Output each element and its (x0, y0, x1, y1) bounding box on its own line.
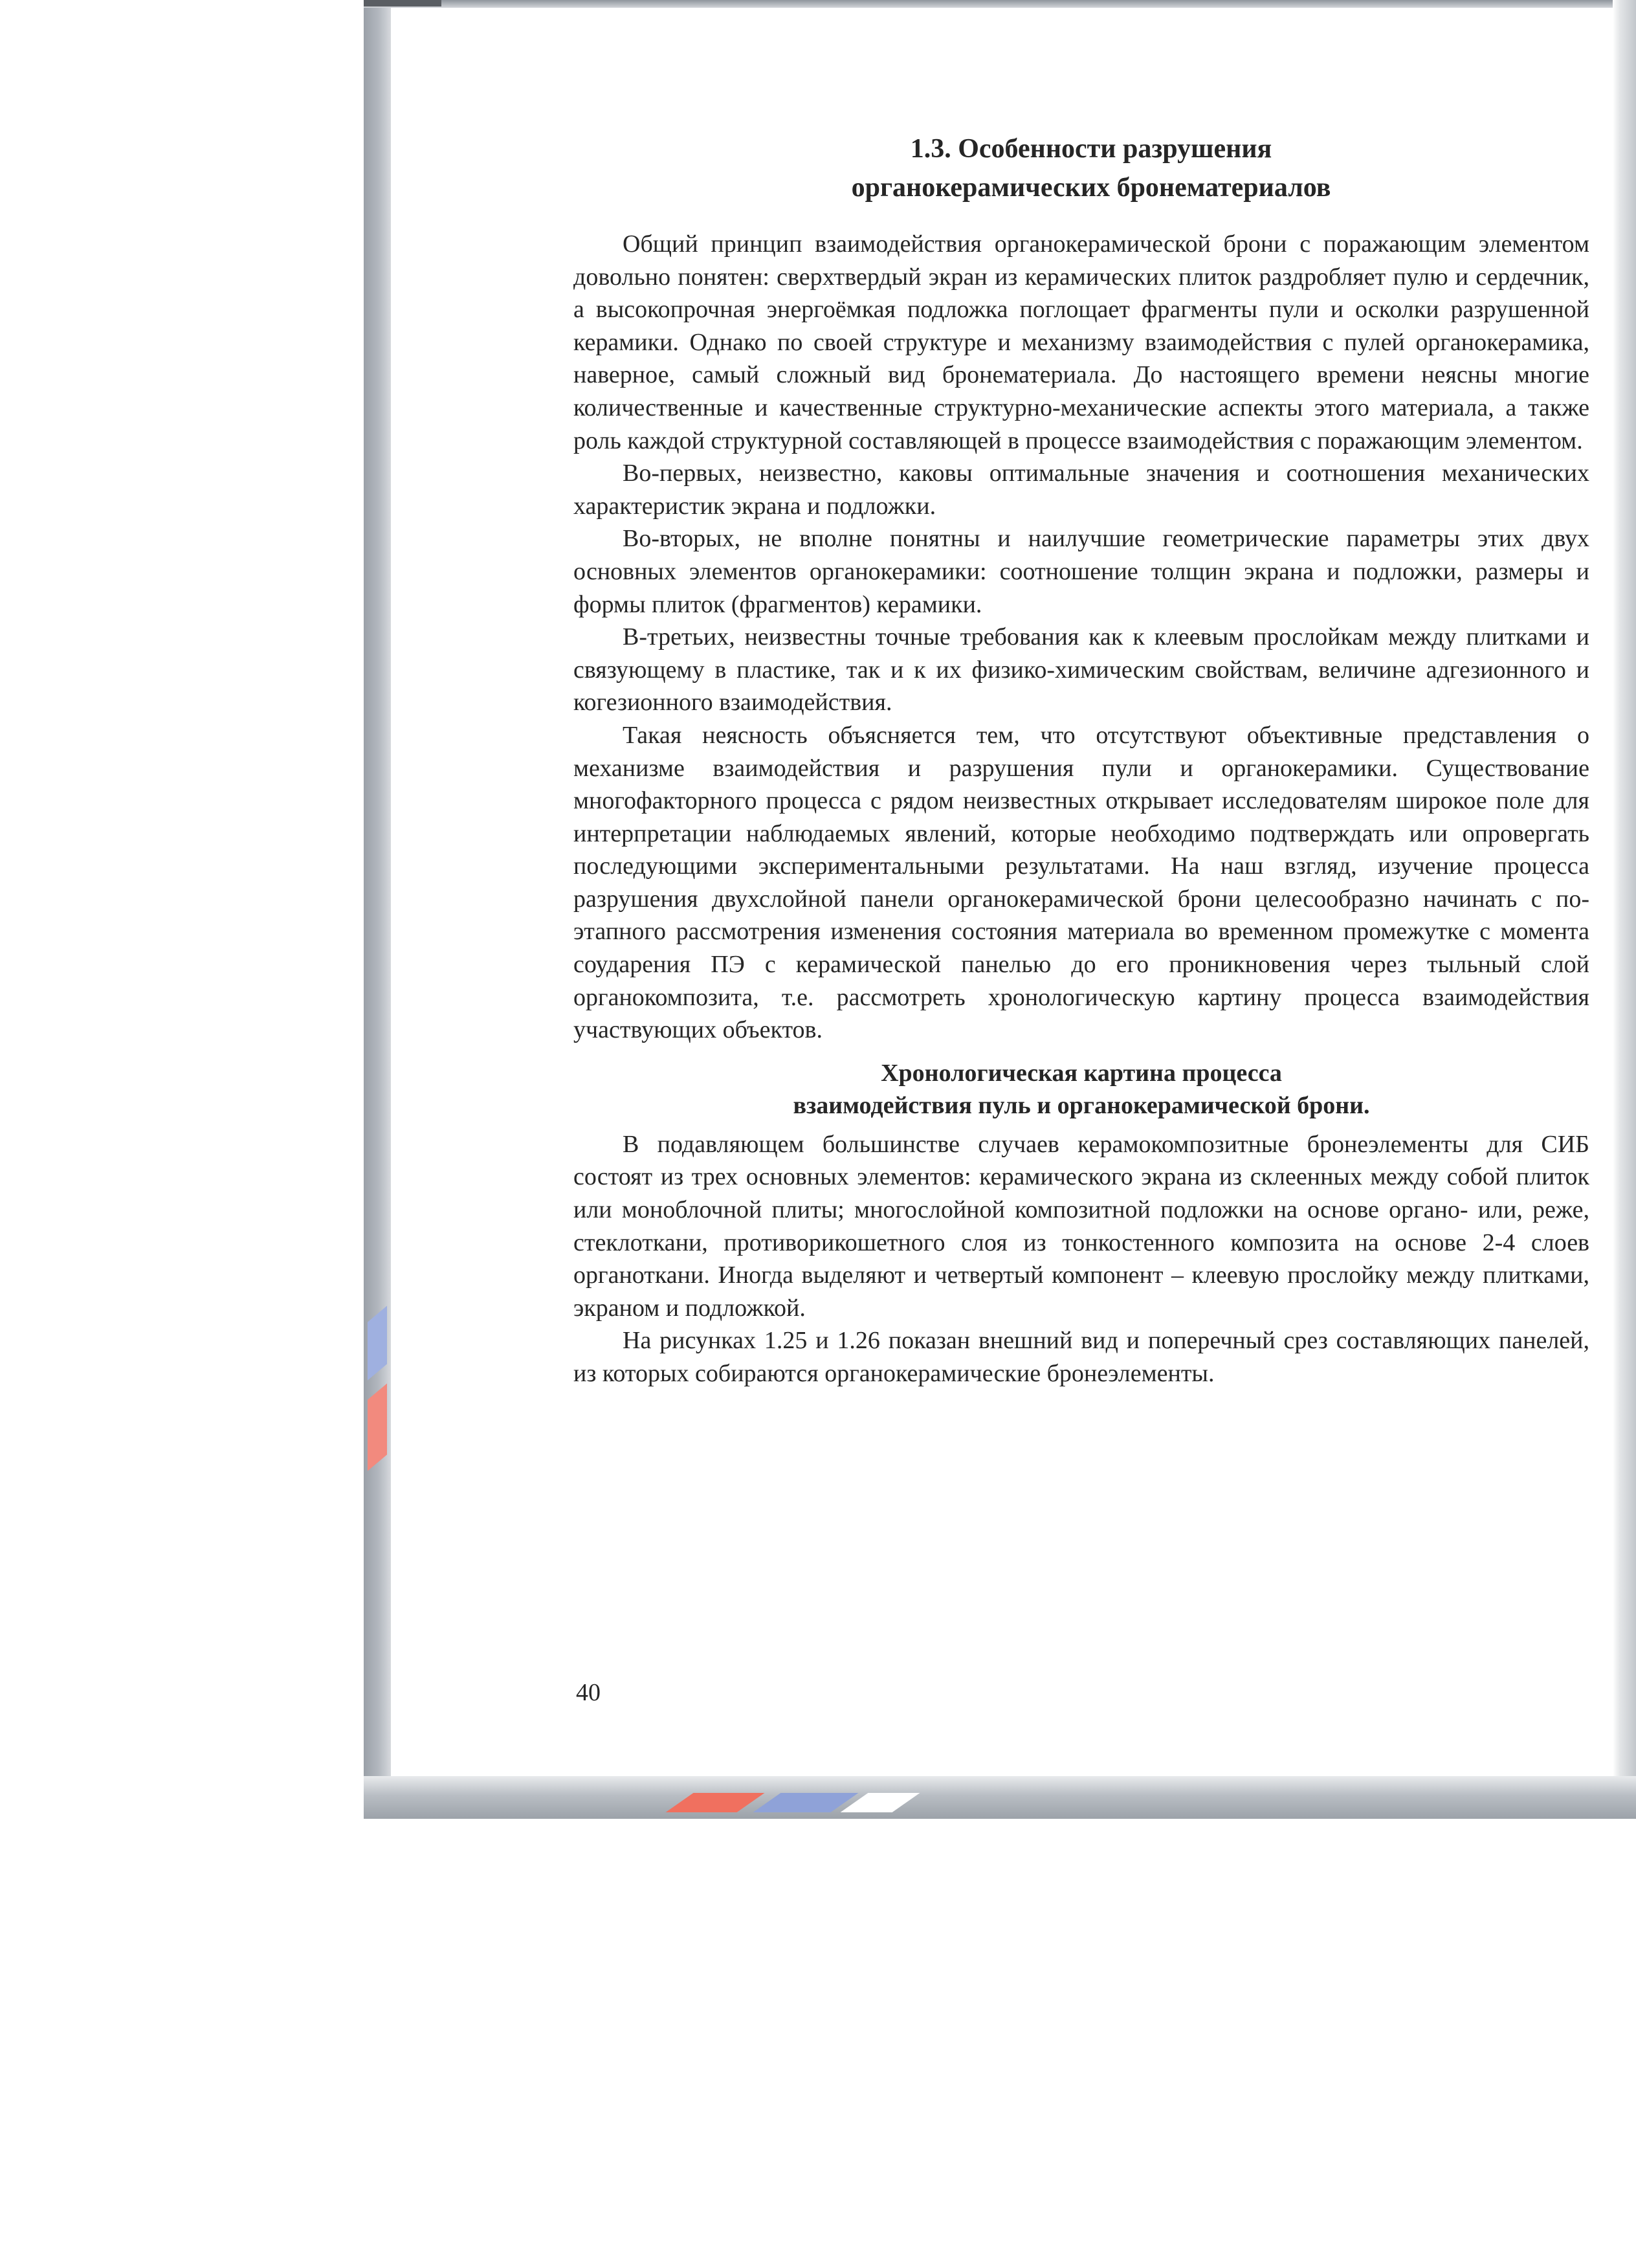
cover-edge-top (364, 0, 1636, 8)
cover-edge-bottom (364, 1776, 1636, 1819)
paragraph: В-третьих, неизвестны точные требования как к клеевым прослойкам между плитками и связующему в пластике, так и к их физико-химическим свойствам, величине адгезионного и когезионного взаимодействия. (573, 623, 1589, 717)
page-number: 40 (576, 1679, 601, 1706)
cover-edge-right (1613, 0, 1636, 1819)
cover-corner-mark (364, 0, 441, 6)
subsection-title (573, 1057, 1589, 1122)
paragraph: Во-вторых, не вполне понятны и наилучшие геометрические параметры этих двух основных элементов органокерамики: соотношение толщин экрана и подложки, размеры и формы плиток (фрагментов) керамики. (573, 525, 1589, 618)
section-title-line-1: 1.3. Особенности разрушения (910, 134, 1272, 164)
section-title (573, 129, 1589, 207)
paragraph: Такая неясность объясняется тем, что отсутствуют объективные представления о механизме взаимодействия и разрушения пули и органокерамики. Существование многофакторного процесса с рядом неизвестных открывает исследователям широкое поле для интерпретации наблюдаемых явлений, которые необходимо подтверждать или опровергать последующими экспериментальными результатами. На наш взгляд, изучение процесса разрушения двухслойной панели органокерамической брони целесообразно начинать с поэтапного рассмотрения изменения состояния материала во временном промежутке с момента соударения ПЭ с керамической панелью до его проникновения через тыльный слой органокомпозита, т.е. рассмотреть хронологическую картину процесса взаимодействия участвующих объектов. (573, 721, 1589, 1044)
paragraph: Общий принцип взаимодействия органокерамической брони с поражающим элементом довольно понятен: сверхтвердый экран из керамических плиток раздробляет пулю и сердечник, а высокопрочная энергоёмкая подложка поглощает фрагменты пули и осколки разрушенной керамики. Однако по своей структуре и механизму взаимодействия с пулей органокерамика, наверное, самый сложный вид бронематериала. До настоящего времени неясны многие количественные и качественные структурно-механические аспекты этого материала, а также роль каждой структурной составляющей в процессе взаимодействия с поражающим элементом. (573, 230, 1589, 454)
cover-edge-left (364, 0, 391, 1819)
paragraph: На рисунках 1.25 и 1.26 показан внешний вид и поперечный срез составляющих панелей, из которых собираются органокерамические бронеэлементы. (573, 1327, 1589, 1387)
section-title-line-2: органокерамических бронематериалов (851, 173, 1331, 203)
section-body (573, 228, 1589, 1390)
subsection-title-line-1: Хронологическая картина процесса (881, 1059, 1282, 1087)
paragraph: Во-первых, неизвестно, каковы оптимальные значения и соотношения механических характеристик экрана и подложки. (573, 460, 1589, 520)
paragraph: В подавляющем большинстве случаев керамокомпозитные бронеэлементы для СИБ состоят из трех основных элементов: керамического экрана из склеенных между собой плиток или моноблочной плиты; многослойной композитной подложки на основе органо- или, реже, стеклоткани, противорикошетного слоя из тонкостенного композита на основе 2-4 слоев органоткани. Иногда выделяют и четвертый компонент – клеевую прослойку между плитками, экраном и подложкой. (573, 1130, 1589, 1322)
page-text-block (573, 129, 1589, 1390)
subsection-title-line-2: взаимодействия пуль и органокерамической брони. (793, 1091, 1370, 1119)
